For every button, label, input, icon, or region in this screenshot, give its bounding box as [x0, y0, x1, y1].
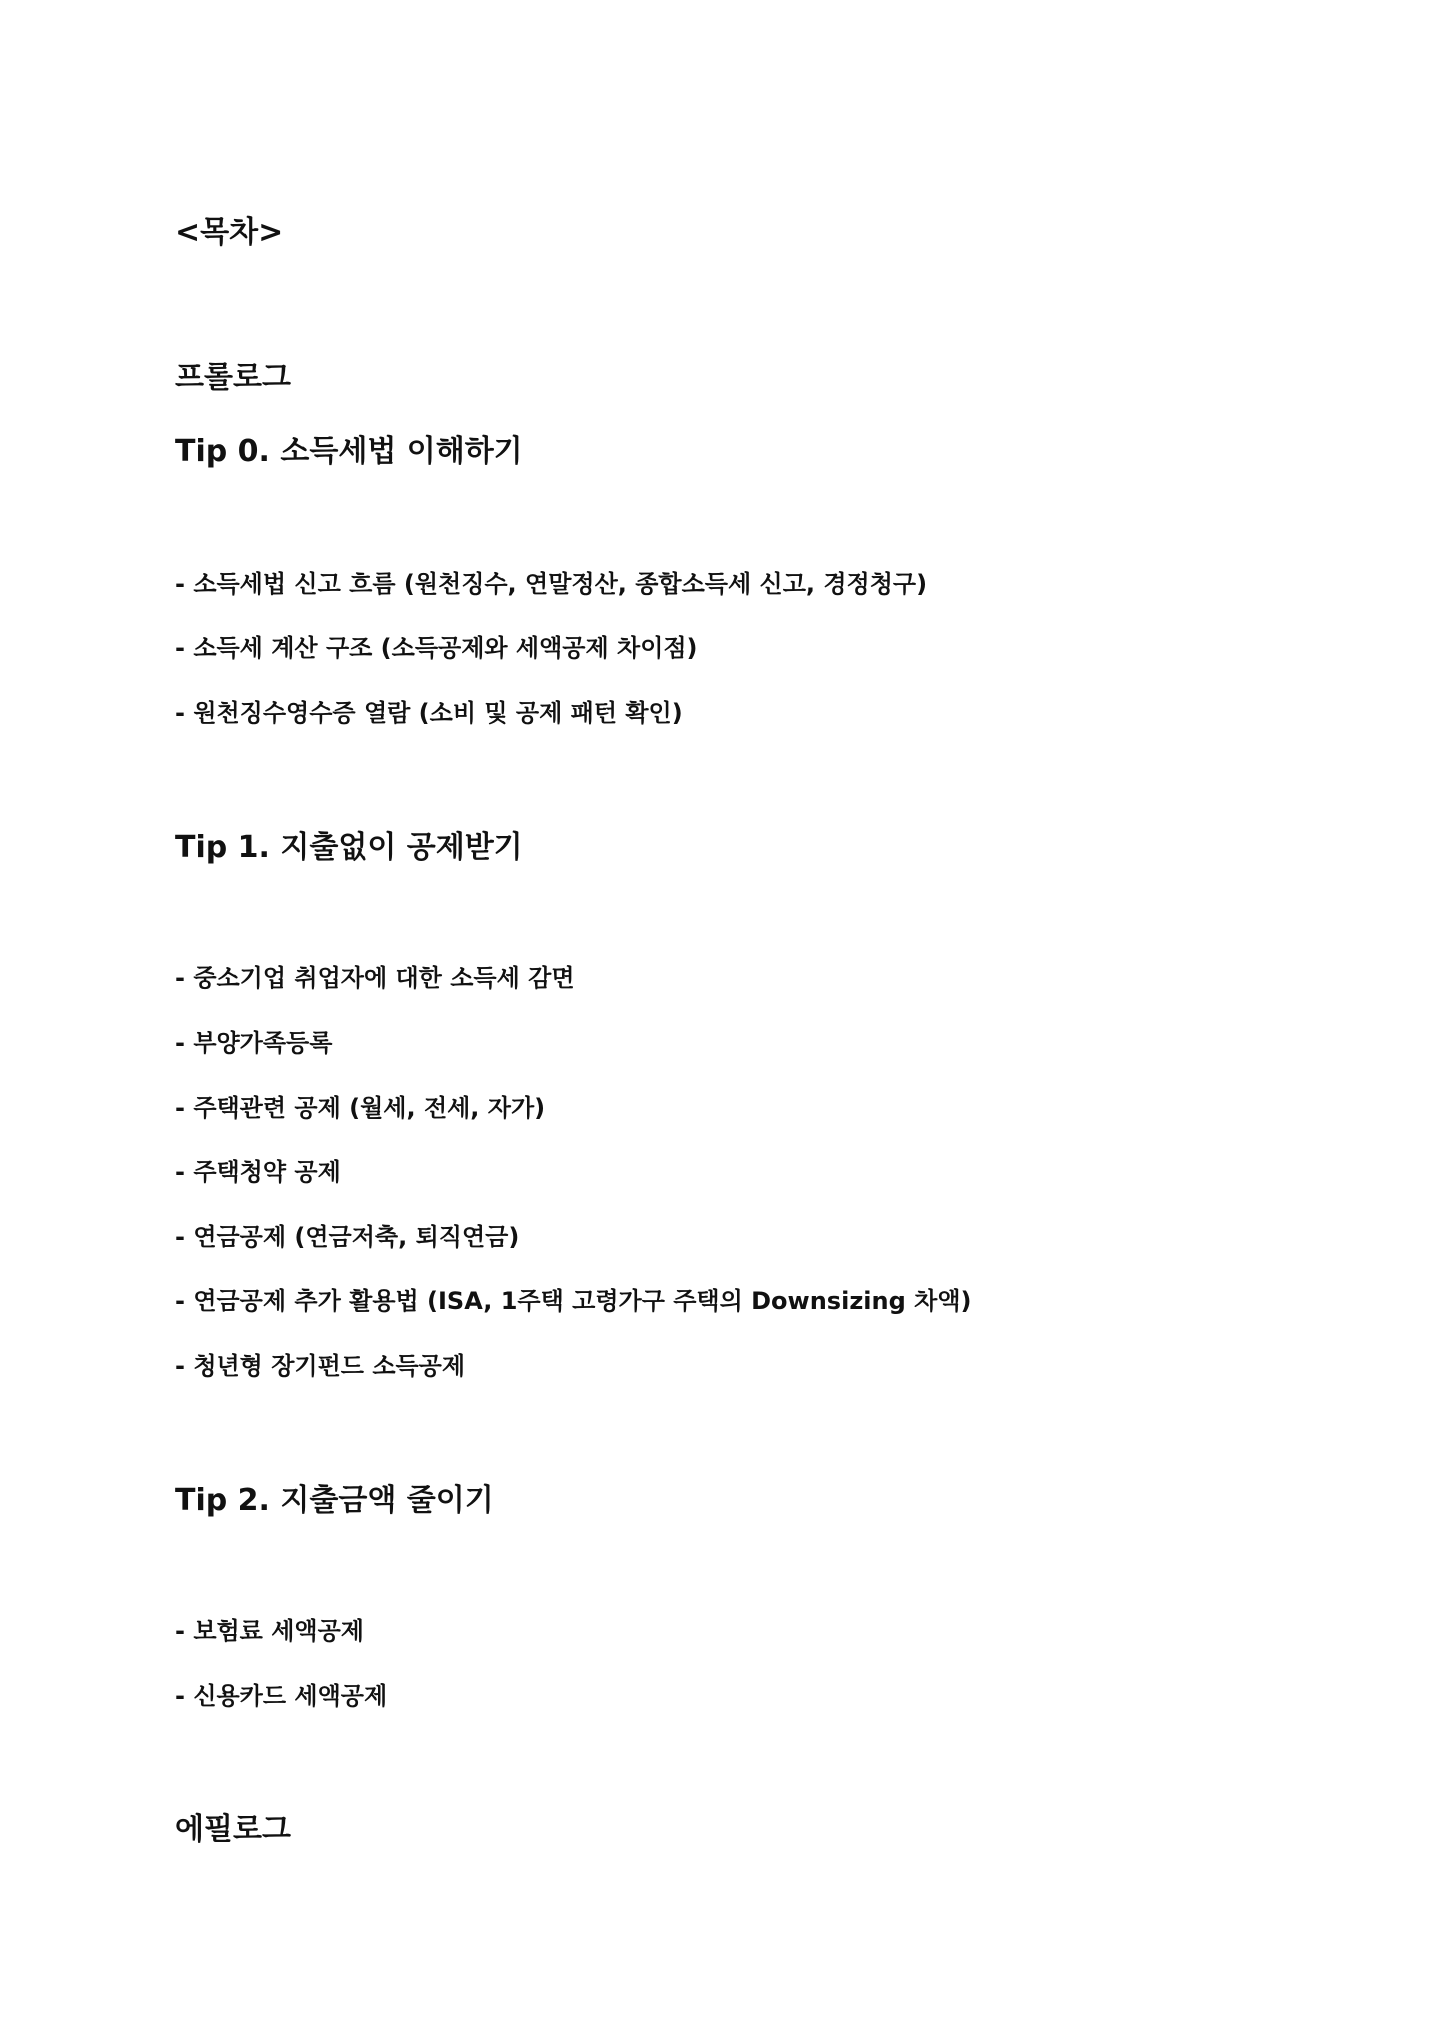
list-item: - 중소기업 취업자에 대한 소득세 감면 [175, 964, 575, 992]
list-item: - 부양가족등록 [175, 1029, 333, 1057]
list-item: - 소득세법 신고 흐름 (원천징수, 연말정산, 종합소득세 신고, 경정청구) [175, 570, 928, 598]
list-item: - 주택관련 공제 (월세, 전세, 자가) [175, 1094, 546, 1122]
section-heading-tip-0: Tip 0. 소득세법 이해하기 [175, 434, 523, 469]
list-item: - 소득세 계산 구조 (소득공제와 세액공제 차이점) [175, 634, 698, 662]
epilogue-heading: 에필로그 [175, 1812, 291, 1847]
toc-title: <목차> [175, 215, 284, 250]
list-item: - 연금공제 (연금저축, 퇴직연금) [175, 1223, 520, 1251]
list-item: - 원천징수영수증 열람 (소비 및 공제 패턴 확인) [175, 699, 683, 727]
list-item: - 청년형 장기펀드 소득공제 [175, 1352, 466, 1380]
prologue-heading: 프롤로그 [175, 360, 291, 395]
list-item: - 보험료 세액공제 [175, 1617, 364, 1645]
section-heading-tip-2: Tip 2. 지출금액 줄이기 [175, 1483, 494, 1518]
section-heading-tip-1: Tip 1. 지출없이 공제받기 [175, 830, 523, 865]
list-item: - 신용카드 세액공제 [175, 1682, 388, 1710]
list-item: - 연금공제 추가 활용법 (ISA, 1주택 고령가구 주택의 Downsizing 차액) [175, 1287, 972, 1315]
list-item: - 주택청약 공제 [175, 1158, 341, 1186]
